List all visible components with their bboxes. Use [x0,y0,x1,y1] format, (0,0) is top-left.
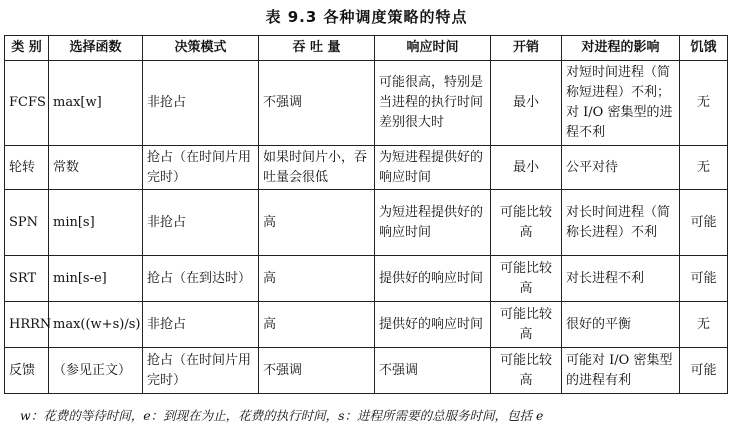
cell-throughput: 不强调 [259,348,375,394]
table-footnote: w：花费的等待时间，e：到现在为止，花费的执行时间，s：进程所需要的总服务时间，包括 e [20,408,544,423]
cell-selection-function: （参见正文） [49,348,143,394]
cell-overhead: 可能比较高 [491,348,562,394]
cell-overhead: 最小 [491,61,562,146]
cell-selection-function: 常数 [49,146,143,190]
header-effect-on-processes: 对进程的影响 [562,36,680,61]
table-row [5,302,728,348]
cell-selection-function: max((w+s)/s) [49,302,143,348]
cell-decision-mode: 抢占（在时间片用完时） [143,348,259,394]
cell-decision-mode: 非抢占 [143,302,259,348]
header-category: 类 别 [5,36,49,61]
cell-starvation: 无 [680,146,728,190]
cell-category: HRRN [5,302,49,348]
cell-effect-on-processes: 对长时间进程（简称长进程）不利 [562,190,680,256]
cell-starvation: 无 [680,302,728,348]
cell-effect-on-processes: 很好的平衡 [562,302,680,348]
cell-effect-on-processes: 公平对待 [562,146,680,190]
cell-response-time: 可能很高，特别是当进程的执行时间差别很大时 [375,61,491,146]
cell-throughput: 高 [259,302,375,348]
table-row [5,256,728,302]
table-row [5,348,728,394]
cell-effect-on-processes: 可能对 I/O 密集型的进程有利 [562,348,680,394]
cell-starvation: 可能 [680,256,728,302]
cell-decision-mode: 非抢占 [143,61,259,146]
scheduling-policy-table [4,35,728,394]
table-row [5,190,728,256]
cell-decision-mode: 抢占（在到达时） [143,256,259,302]
cell-starvation: 无 [680,61,728,146]
cell-throughput: 高 [259,190,375,256]
cell-category: SRT [5,256,49,302]
cell-response-time: 提供好的响应时间 [375,256,491,302]
header-row [5,36,728,61]
cell-effect-on-processes: 对短时间进程（简称短进程）不利；对 I/O 密集型的进程不利 [562,61,680,146]
cell-decision-mode: 非抢占 [143,190,259,256]
cell-category: FCFS [5,61,49,146]
header-response-time: 响应时间 [375,36,491,61]
header-decision-mode: 决策模式 [143,36,259,61]
table-row [5,146,728,190]
cell-category: 轮转 [5,146,49,190]
cell-starvation: 可能 [680,348,728,394]
cell-response-time: 不强调 [375,348,491,394]
cell-overhead: 可能比较高 [491,190,562,256]
header-overhead: 开销 [491,36,562,61]
cell-response-time: 为短进程提供好的响应时间 [375,146,491,190]
cell-category: 反馈 [5,348,49,394]
header-throughput: 吞 吐 量 [259,36,375,61]
cell-starvation: 可能 [680,190,728,256]
cell-effect-on-processes: 对长进程不利 [562,256,680,302]
cell-response-time: 提供好的响应时间 [375,302,491,348]
table-caption: 表 9.3 各种调度策略的特点 [265,8,468,26]
cell-category: SPN [5,190,49,256]
cell-throughput: 高 [259,256,375,302]
cell-response-time: 为短进程提供好的响应时间 [375,190,491,256]
cell-overhead: 可能比较高 [491,302,562,348]
header-selection-function: 选择函数 [49,36,143,61]
cell-throughput: 如果时间片小，吞吐量会很低 [259,146,375,190]
cell-overhead: 最小 [491,146,562,190]
cell-selection-function: min[s-e] [49,256,143,302]
cell-selection-function: max[w] [49,61,143,146]
cell-overhead: 可能比较高 [491,256,562,302]
cell-throughput: 不强调 [259,61,375,146]
table-row [5,61,728,146]
cell-decision-mode: 抢占（在时间片用完时） [143,146,259,190]
header-starvation: 饥饿 [680,36,728,61]
cell-selection-function: min[s] [49,190,143,256]
